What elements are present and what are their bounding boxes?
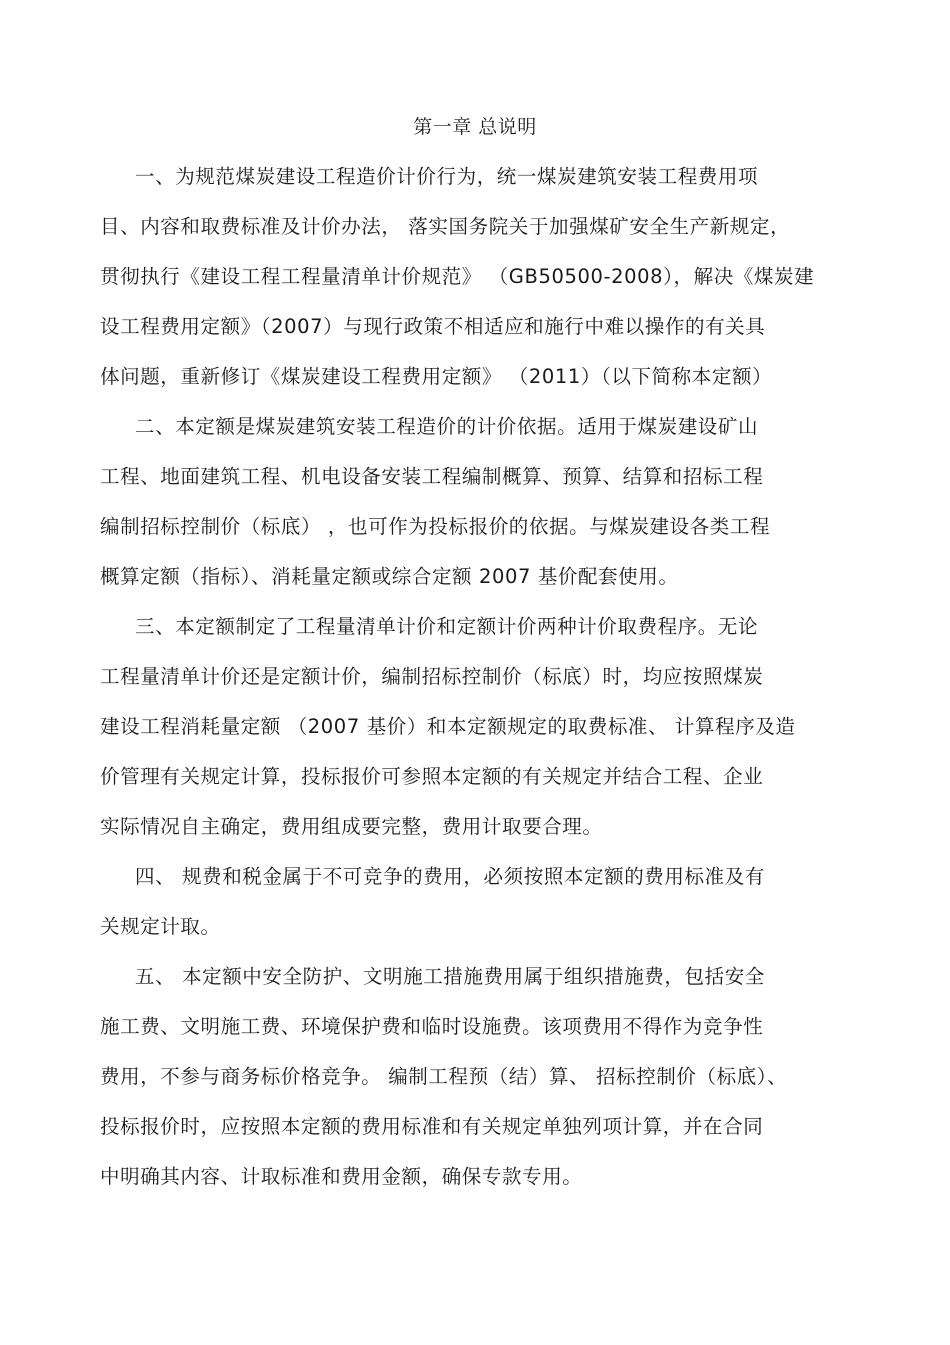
- paragraph-5-line-1: 五、 本定额中安全防护、文明施工措施费用属于组织措施费，包括安全: [135, 965, 765, 988]
- paragraph-2-line-1: 二、本定额是煤炭建筑安装工程造价的计价依据。适用于煤炭建设矿山: [135, 415, 759, 438]
- paragraph-3-line-3: 建设工程消耗量定额 （2007 基价）和本定额规定的取费标准、 计算程序及造: [100, 715, 796, 738]
- paragraph-2-line-2: 工程、地面建筑工程、机电设备安装工程编制概算、预算、结算和招标工程: [100, 465, 764, 488]
- paragraph-5-line-4: 投标报价时，应按照本定额的费用标准和有关规定单独列项计算，并在合同: [100, 1115, 764, 1138]
- paragraph-4-line-2: 关规定计取。: [100, 915, 221, 938]
- paragraph-2-line-3: 编制招标控制价（标底） ，也可作为投标报价的依据。与煤炭建设各类工程: [100, 515, 771, 538]
- chapter-title: 第一章 总说明: [413, 116, 537, 138]
- paragraph-3-line-5: 实际情况自主确定，费用组成要完整，费用计取要合理。: [100, 815, 603, 838]
- paragraph-5-line-2: 施工费、文明施工费、环境保护费和临时设施费。该项费用不得作为竞争性: [100, 1015, 764, 1038]
- paragraph-1-line-1: 一、为规范煤炭建设工程造价计价行为，统一煤炭建筑安装工程费用项: [135, 165, 759, 188]
- paragraph-3-line-1: 三、本定额制定了工程量清单计价和定额计价两种计价取费程序。无论: [135, 615, 759, 638]
- paragraph-3-line-2: 工程量清单计价还是定额计价，编制招标控制价（标底）时，均应按照煤炭: [100, 665, 764, 688]
- paragraph-1-line-5: 体问题，重新修订《煤炭建设工程费用定额》 （2011）（以下简称本定额）: [100, 365, 773, 388]
- paragraph-5-line-5: 中明确其内容、计取标准和费用金额，确保专款专用。: [100, 1165, 583, 1188]
- paragraph-4-line-1: 四、 规费和税金属于不可竞争的费用，必须按照本定额的费用标准及有: [135, 865, 765, 888]
- paragraph-2-line-4: 概算定额（指标）、消耗量定额或综合定额 2007 基价配套使用。: [100, 565, 679, 588]
- paragraph-1-line-3: 贯彻执行《建设工程工程量清单计价规范》 （GB50500-2008），解决《煤炭建: [100, 265, 815, 288]
- paragraph-1-line-4: 设工程费用定额》（2007）与现行政策不相适应和施行中难以操作的有关具: [100, 315, 766, 338]
- paragraph-5-line-3: 费用，不参与商务标价格竞争。 编制工程预（结）算、 招标控制价（标底）、: [100, 1065, 788, 1088]
- paragraph-3-line-4: 价管理有关规定计算，投标报价可参照本定额的有关规定并结合工程、企业: [100, 765, 764, 788]
- paragraph-1-line-2: 目、内容和取费标准及计价办法， 落实国务院关于加强煤矿安全生产新规定，: [100, 215, 791, 238]
